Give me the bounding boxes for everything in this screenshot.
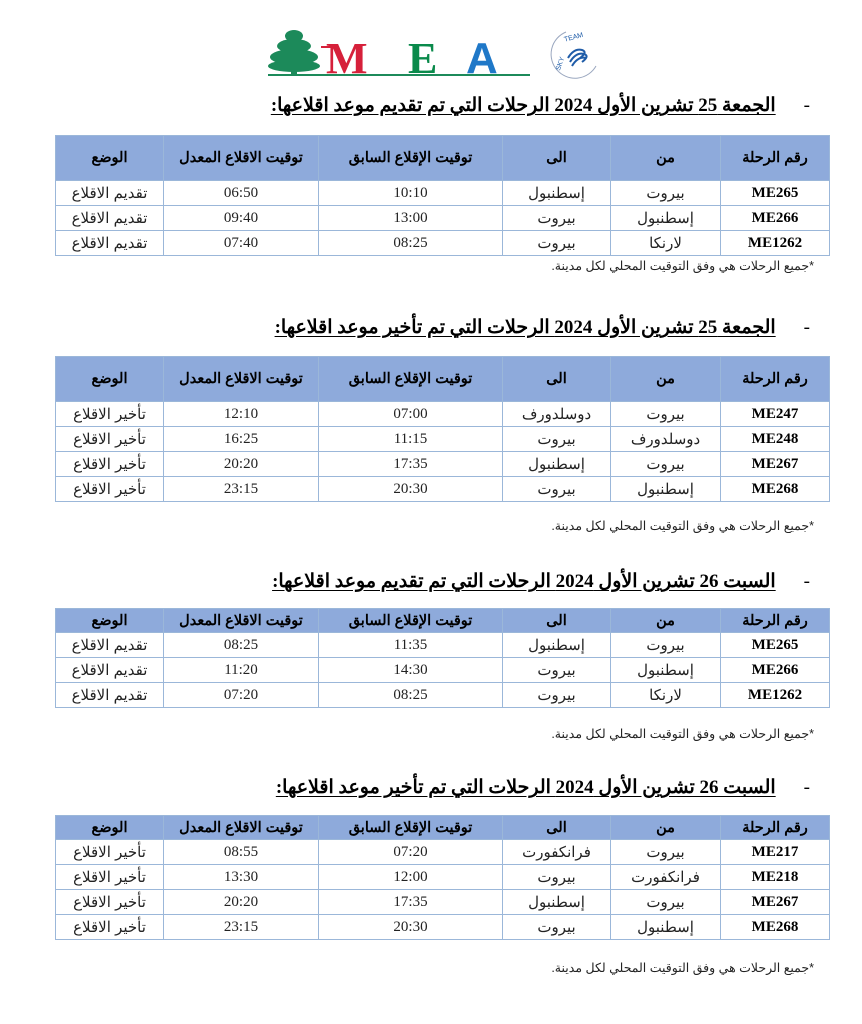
table-row: [56, 840, 830, 865]
new-time: 20:20: [164, 452, 319, 477]
status: تقديم الاقلاع: [56, 231, 164, 256]
flight-number: ME265: [721, 633, 830, 658]
status: تأخير الاقلاع: [56, 890, 164, 915]
header-status: الوضع: [56, 816, 164, 840]
origin: إسطنبول: [611, 477, 721, 502]
new-time: 07:40: [164, 231, 319, 256]
previous-time: 08:25: [319, 683, 503, 708]
header-previous-time: توقيت الإقلاع السابق: [319, 357, 503, 402]
header-from: من: [611, 609, 721, 633]
new-time: 13:30: [164, 865, 319, 890]
table-row: [56, 206, 830, 231]
flight-number: ME248: [721, 427, 830, 452]
table-row: [56, 633, 830, 658]
destination: إسطنبول: [503, 452, 611, 477]
previous-time: 17:35: [319, 452, 503, 477]
status: تأخير الاقلاع: [56, 865, 164, 890]
flight-number: ME1262: [721, 683, 830, 708]
header-to: الى: [503, 609, 611, 633]
footnote: *جميع الرحلات هي وفق التوقيت المحلي لكل مدينة.: [551, 519, 814, 533]
schedule-table: [55, 608, 830, 708]
status: تأخير الاقلاع: [56, 477, 164, 502]
header-status: الوضع: [56, 357, 164, 402]
previous-time: 11:35: [319, 633, 503, 658]
header-flight-number: رقم الرحلة: [721, 609, 830, 633]
destination: إسطنبول: [503, 181, 611, 206]
header-previous-time: توقيت الإقلاع السابق: [319, 609, 503, 633]
section-title: [271, 94, 810, 117]
header-flight-number: رقم الرحلة: [721, 816, 830, 840]
status: تقديم الاقلاع: [56, 658, 164, 683]
flight-number: ME265: [721, 181, 830, 206]
mea-logo: [266, 24, 606, 84]
mea-logo-graphic: [266, 24, 606, 84]
table-row: [56, 181, 830, 206]
header-from: من: [611, 357, 721, 402]
flight-number: ME247: [721, 402, 830, 427]
previous-time: 14:30: [319, 658, 503, 683]
status: تقديم الاقلاع: [56, 206, 164, 231]
origin: بيروت: [611, 181, 721, 206]
origin: بيروت: [611, 633, 721, 658]
bullet-dash: -: [803, 571, 810, 592]
svg-text:TEAM: TEAM: [563, 31, 585, 44]
flight-number: ME268: [721, 477, 830, 502]
footnote: *جميع الرحلات هي وفق التوقيت المحلي لكل مدينة.: [551, 961, 814, 975]
skyteam-icon: [551, 32, 596, 78]
new-time: 09:40: [164, 206, 319, 231]
destination: بيروت: [503, 915, 611, 940]
origin: بيروت: [611, 890, 721, 915]
schedule-table: [55, 135, 830, 256]
origin: دوسلدورف: [611, 427, 721, 452]
status: تأخير الاقلاع: [56, 427, 164, 452]
table-row: [56, 683, 830, 708]
header-new-time: توقيت الاقلاع المعدل: [164, 609, 319, 633]
previous-time: 17:35: [319, 890, 503, 915]
destination: بيروت: [503, 683, 611, 708]
table-row: [56, 427, 830, 452]
table-row: [56, 452, 830, 477]
previous-time: 07:20: [319, 840, 503, 865]
previous-time: 20:30: [319, 915, 503, 940]
status: تأخير الاقلاع: [56, 915, 164, 940]
bullet-dash: -: [803, 777, 810, 798]
schedule-table: [55, 815, 830, 940]
flight-number: ME266: [721, 206, 830, 231]
previous-time: 13:00: [319, 206, 503, 231]
cedar-tree-icon: [268, 30, 320, 75]
new-time: 23:15: [164, 915, 319, 940]
logo-letter-m: M: [326, 34, 368, 83]
table-row: [56, 865, 830, 890]
header-flight-number: رقم الرحلة: [721, 136, 830, 181]
table-row: [56, 231, 830, 256]
new-time: 16:25: [164, 427, 319, 452]
previous-time: 07:00: [319, 402, 503, 427]
flight-number: ME217: [721, 840, 830, 865]
bullet-dash: -: [803, 317, 810, 338]
flight-number: ME218: [721, 865, 830, 890]
previous-time: 11:15: [319, 427, 503, 452]
new-time: 20:20: [164, 890, 319, 915]
origin: بيروت: [611, 840, 721, 865]
footnote: *جميع الرحلات هي وفق التوقيت المحلي لكل مدينة.: [551, 727, 814, 741]
destination: إسطنبول: [503, 890, 611, 915]
new-time: 12:10: [164, 402, 319, 427]
header-status: الوضع: [56, 136, 164, 181]
destination: إسطنبول: [503, 633, 611, 658]
section-title: [272, 570, 810, 593]
previous-time: 08:25: [319, 231, 503, 256]
section-heading: الجمعة 25 تشرين الأول 2024 الرحلات التي تم تأخير موعد اقلاعها:: [274, 317, 776, 338]
flight-number: ME267: [721, 890, 830, 915]
logo-letter-e: E: [408, 34, 438, 83]
header-from: من: [611, 136, 721, 181]
new-time: 06:50: [164, 181, 319, 206]
flight-number: ME267: [721, 452, 830, 477]
destination: بيروت: [503, 658, 611, 683]
header-new-time: توقيت الاقلاع المعدل: [164, 816, 319, 840]
status: تقديم الاقلاع: [56, 181, 164, 206]
section-heading: السبت 26 تشرين الأول 2024 الرحلات التي تم تأخير موعد اقلاعها:: [275, 777, 776, 798]
section-heading: السبت 26 تشرين الأول 2024 الرحلات التي تم تقديم موعد اقلاعها:: [272, 571, 776, 592]
header-status: الوضع: [56, 609, 164, 633]
footnote: *جميع الرحلات هي وفق التوقيت المحلي لكل مدينة.: [551, 259, 814, 273]
destination: دوسلدورف: [503, 402, 611, 427]
status: تأخير الاقلاع: [56, 452, 164, 477]
origin: بيروت: [611, 452, 721, 477]
new-time: 08:55: [164, 840, 319, 865]
header-previous-time: توقيت الإقلاع السابق: [319, 816, 503, 840]
status: تأخير الاقلاع: [56, 402, 164, 427]
table-row: [56, 402, 830, 427]
previous-time: 10:10: [319, 181, 503, 206]
destination: فرانكفورت: [503, 840, 611, 865]
flight-number: ME268: [721, 915, 830, 940]
new-time: 11:20: [164, 658, 319, 683]
header-to: الى: [503, 136, 611, 181]
header-new-time: توقيت الاقلاع المعدل: [164, 357, 319, 402]
header-previous-time: توقيت الإقلاع السابق: [319, 136, 503, 181]
table-row: [56, 658, 830, 683]
flight-number: ME1262: [721, 231, 830, 256]
destination: بيروت: [503, 477, 611, 502]
destination: بيروت: [503, 427, 611, 452]
destination: بيروت: [503, 865, 611, 890]
table-row: [56, 915, 830, 940]
origin: إسطنبول: [611, 915, 721, 940]
origin: بيروت: [611, 402, 721, 427]
section-title: [275, 316, 810, 339]
new-time: 08:25: [164, 633, 319, 658]
schedule-table: [55, 356, 830, 502]
status: تقديم الاقلاع: [56, 633, 164, 658]
flight-number: ME266: [721, 658, 830, 683]
previous-time: 20:30: [319, 477, 503, 502]
header-flight-number: رقم الرحلة: [721, 357, 830, 402]
previous-time: 12:00: [319, 865, 503, 890]
origin: لارنكا: [611, 231, 721, 256]
destination: بيروت: [503, 231, 611, 256]
origin: لارنكا: [611, 683, 721, 708]
header-to: الى: [503, 816, 611, 840]
header-new-time: توقيت الاقلاع المعدل: [164, 136, 319, 181]
table-row: [56, 890, 830, 915]
bullet-dash: -: [803, 95, 810, 116]
section-title: [276, 776, 810, 799]
status: تأخير الاقلاع: [56, 840, 164, 865]
table-row: [56, 477, 830, 502]
header-to: الى: [503, 357, 611, 402]
header-from: من: [611, 816, 721, 840]
new-time: 07:20: [164, 683, 319, 708]
svg-text:SKY: SKY: [555, 56, 567, 72]
destination: بيروت: [503, 206, 611, 231]
origin: فرانكفورت: [611, 865, 721, 890]
origin: إسطنبول: [611, 206, 721, 231]
section-heading: الجمعة 25 تشرين الأول 2024 الرحلات التي تم تقديم موعد اقلاعها:: [270, 95, 776, 116]
new-time: 23:15: [164, 477, 319, 502]
origin: إسطنبول: [611, 658, 721, 683]
logo-letter-a: A: [466, 34, 498, 83]
status: تقديم الاقلاع: [56, 683, 164, 708]
